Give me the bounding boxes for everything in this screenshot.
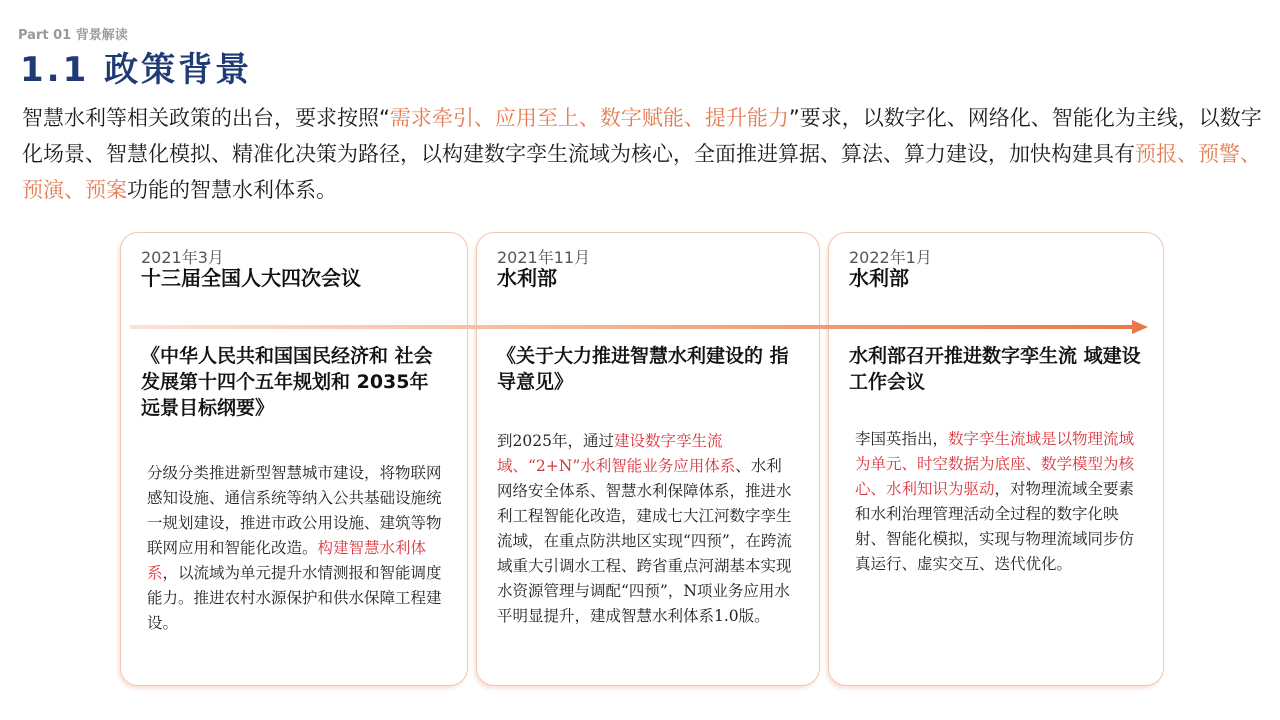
card-desc-highlight: 数字孪生流域是以物理流域为单元、时空数据为底座、数学模型为核心、水利知识为驱动 [855, 430, 1135, 498]
intro-highlight-2: 预报、预警、预演、预案 [22, 142, 1261, 202]
card-desc-text-2: 、水利网络安全体系、智慧水利保障体系，推进水利工程智能化改造，建成七大江河数字孪生流域，在重点防洪地区实现“四预”，在跨流域重大引调水工程、跨省重点河湖基本实现水资源管理与调配“四预”，N项业务应用水平明显提升，建成智慧水利体系1.0版。 [497, 457, 792, 625]
card-desc-text-1: 李国英指出， [855, 430, 949, 448]
card-desc-text-1: 到2025年，通过 [497, 432, 614, 450]
card-desc-text-1: 分级分类推进新型智慧城市建设，将物联网感知设施、通信系统等纳入公共基础设施统一规划建设，推进市政公用设施、建筑等物联网应用和智能化改造。 [147, 464, 442, 557]
card-org: 十三届全国人大四次会议 [141, 266, 361, 290]
card-description [147, 461, 445, 636]
card-date: 2022年1月 [849, 248, 932, 267]
timeline-card-2021-11 [476, 232, 820, 686]
card-desc-highlight: 建设数字孪生流域、“2+N”水利智能业务应用体系 [497, 432, 736, 475]
card-org: 水利部 [497, 266, 557, 290]
intro-paragraph [22, 100, 1262, 208]
card-description [497, 429, 797, 629]
card-desc-text-2: ，以流域为单元提升水情测报和智能调度能力。推进农村水源保护和供水保障工程建设。 [147, 564, 442, 632]
intro-highlight-1: 需求牵引、应用至上、数字赋能、提升能力 [389, 106, 789, 130]
card-description [855, 427, 1141, 577]
card-desc-highlight: 构建智慧水利体系 [147, 539, 427, 582]
card-document-title: 水利部召开推进数字孪生流 域建设工作会议 [849, 345, 1141, 393]
intro-text-3: 功能的智慧水利体系。 [127, 178, 337, 202]
intro-text-1: 智慧水利等相关政策的出台，要求按照“ [22, 106, 390, 130]
card-date: 2021年3月 [141, 248, 224, 267]
intro-text-2: ”要求，以数字化、网络化、智能化为主线，以数字化场景、智慧化模拟、精准化决策为路径，以构建数字孪生流域为核心，全面推进算据、算法、算力建设，加快构建具有 [22, 106, 1262, 166]
card-document-title: 《中华人民共和国国民经济和 社会发展第十四个五年规划和 2035年远景目标纲要》 [141, 345, 433, 419]
card-desc-text-2: ，对物理流域全要素和水利治理管理活动全过程的数字化映射、智能化模拟，实现与物理流域同步仿真运行、虚实交互、迭代优化。 [855, 480, 1135, 573]
card-date: 2021年11月 [497, 248, 591, 267]
timeline-card-2021-03 [120, 232, 468, 686]
part-label: Part 01 背景解读 [18, 28, 128, 43]
timeline-card-2022-01 [828, 232, 1164, 686]
page-title: 1.1 政策背景 [20, 50, 253, 90]
card-document-title: 《关于大力推进智慧水利建设的 指导意见》 [497, 345, 789, 393]
card-org: 水利部 [849, 266, 909, 290]
